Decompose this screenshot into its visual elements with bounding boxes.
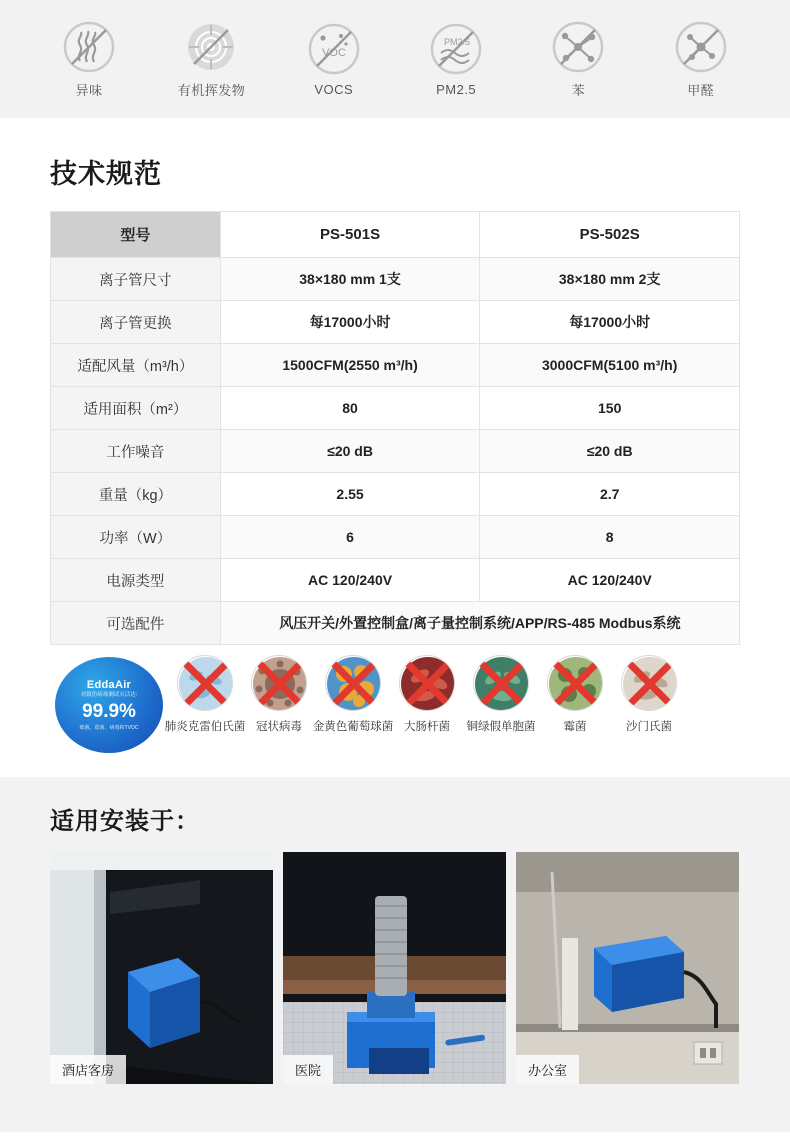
germ-disc-icon: [325, 655, 381, 711]
pollutant-label: 甲醛: [687, 82, 715, 98]
voc-organic-icon: [184, 20, 238, 74]
row-label: 工作噪音: [51, 430, 221, 473]
table-row: [51, 258, 740, 301]
page-title: 技术规范: [50, 159, 162, 189]
row-value-1: ≤20 dB: [220, 430, 480, 473]
pollutant-item-voc-organic: [156, 20, 266, 99]
header-model-2: PS-502S: [480, 212, 740, 258]
germ-disc-icon: [473, 655, 529, 711]
germ-disc-icon: [547, 655, 603, 711]
row-value-2: 2.7: [480, 473, 740, 516]
photo-hotel-image: [50, 852, 273, 1084]
germ-label: 冠状病毒: [256, 721, 302, 733]
row-value-accessories: 风压开关/外置控制盒/离子量控制系统/APP/RS-485 Modbus系统: [220, 602, 739, 645]
germ-disc-icon: [177, 655, 233, 711]
header-model-1: PS-501S: [220, 212, 480, 258]
row-label: 电源类型: [51, 559, 221, 602]
table-header-row: [51, 212, 740, 258]
header-label: 型号: [51, 212, 221, 258]
install-photo-office: [516, 852, 739, 1084]
spec-table: [50, 211, 740, 645]
germ-disc-icon: [399, 655, 455, 711]
bacteria-efficacy-row: [50, 655, 740, 763]
germ-item-3: [390, 655, 464, 734]
row-value-2: 8: [480, 516, 740, 559]
badge-subtitle: 对致仿病毒测试灭活达:: [80, 692, 138, 699]
pollutant-label: 苯: [571, 82, 586, 98]
germ-item-1: [242, 655, 316, 734]
germ-item-2: [312, 655, 394, 734]
row-label: 重量（kg）: [51, 473, 221, 516]
pollutant-item-odor: [34, 20, 144, 99]
pollutant-item-formaldehyde: [646, 20, 756, 99]
germ-item-5: [538, 655, 612, 734]
row-value-2: 3000CFM(5100 m³/h): [480, 344, 740, 387]
row-label: 适配风量（m³/h）: [51, 344, 221, 387]
install-title: 适用安装于：: [50, 808, 200, 835]
install-section: [0, 777, 790, 1132]
pollutant-item-benzene: [523, 20, 633, 99]
row-value-1: AC 120/240V: [220, 559, 480, 602]
svg-text:PM2.5: PM2.5: [444, 36, 471, 47]
pollutant-item-vocs: [279, 22, 389, 97]
install-photo-hospital: [283, 852, 506, 1084]
row-value-1: 80: [220, 387, 480, 430]
install-photo-gallery: [50, 852, 740, 1084]
row-value-2: ≤20 dB: [480, 430, 740, 473]
row-value-2: AC 120/240V: [480, 559, 740, 602]
formaldehyde-icon: [674, 20, 728, 74]
table-row: [51, 559, 740, 602]
germ-label: 霉菌: [563, 721, 587, 733]
germ-label: 沙门氏菌: [626, 721, 672, 733]
table-row: [51, 344, 740, 387]
badge-percent: 99.9%: [82, 700, 136, 722]
row-label: 离子管尺寸: [51, 258, 221, 301]
badge-footnote: 细菌、霉菌、病毒和TVOC: [79, 724, 139, 731]
install-photo-hotel: [50, 852, 273, 1084]
vocs-icon: [307, 22, 361, 76]
row-value-1: 2.55: [220, 473, 480, 516]
photo-caption: 办公室: [516, 1055, 579, 1084]
pm25-icon: [429, 22, 483, 76]
germ-label: 肺炎克雷伯氏菌: [164, 721, 246, 733]
photo-caption: 医院: [283, 1055, 333, 1084]
row-value-1: 每17000小时: [220, 301, 480, 344]
pollutant-label: VOCS: [314, 81, 354, 97]
germ-label: 金黄色葡萄球菌: [312, 721, 394, 733]
row-label: 功率（W）: [51, 516, 221, 559]
pollutant-label: PM2.5: [436, 81, 477, 97]
table-row: [51, 473, 740, 516]
row-value-2: 150: [480, 387, 740, 430]
table-row: [51, 516, 740, 559]
germ-disc-icon: [621, 655, 677, 711]
row-label: 适用面积（m²）: [51, 387, 221, 430]
table-row: [51, 387, 740, 430]
svg-text:VOC: VOC: [321, 46, 346, 59]
badge-brand: EddaAir: [86, 679, 132, 692]
germ-disc-icon: [251, 655, 307, 711]
row-label: 可选配件: [51, 602, 221, 645]
pollutant-item-pm25: [401, 22, 511, 97]
efficacy-badge: [50, 655, 168, 759]
benzene-icon: [551, 20, 605, 74]
table-row: [51, 301, 740, 344]
germ-item-0: [164, 655, 246, 734]
germ-label: 铜绿假单胞菌: [466, 721, 536, 733]
odor-icon: [62, 20, 116, 74]
pollutant-label: 有机挥发物: [177, 82, 246, 98]
photo-office-image: [516, 852, 739, 1084]
germ-item-4: [464, 655, 538, 734]
photo-caption: 酒店客房: [50, 1055, 126, 1084]
germ-item-6: [612, 655, 686, 734]
pollutant-strip: [0, 0, 790, 118]
photo-hospital-image: [283, 852, 506, 1084]
pollutant-label: 异味: [75, 82, 103, 98]
row-value-1: 38×180 mm 1支: [220, 258, 480, 301]
row-label: 离子管更换: [51, 301, 221, 344]
germ-label: 大肠杆菌: [404, 721, 450, 733]
spec-section: [0, 118, 790, 763]
table-row: [51, 430, 740, 473]
row-value-1: 1500CFM(2550 m³/h): [220, 344, 480, 387]
row-value-2: 38×180 mm 2支: [480, 258, 740, 301]
row-value-2: 每17000小时: [480, 301, 740, 344]
table-row-accessories: [51, 602, 740, 645]
row-value-1: 6: [220, 516, 480, 559]
